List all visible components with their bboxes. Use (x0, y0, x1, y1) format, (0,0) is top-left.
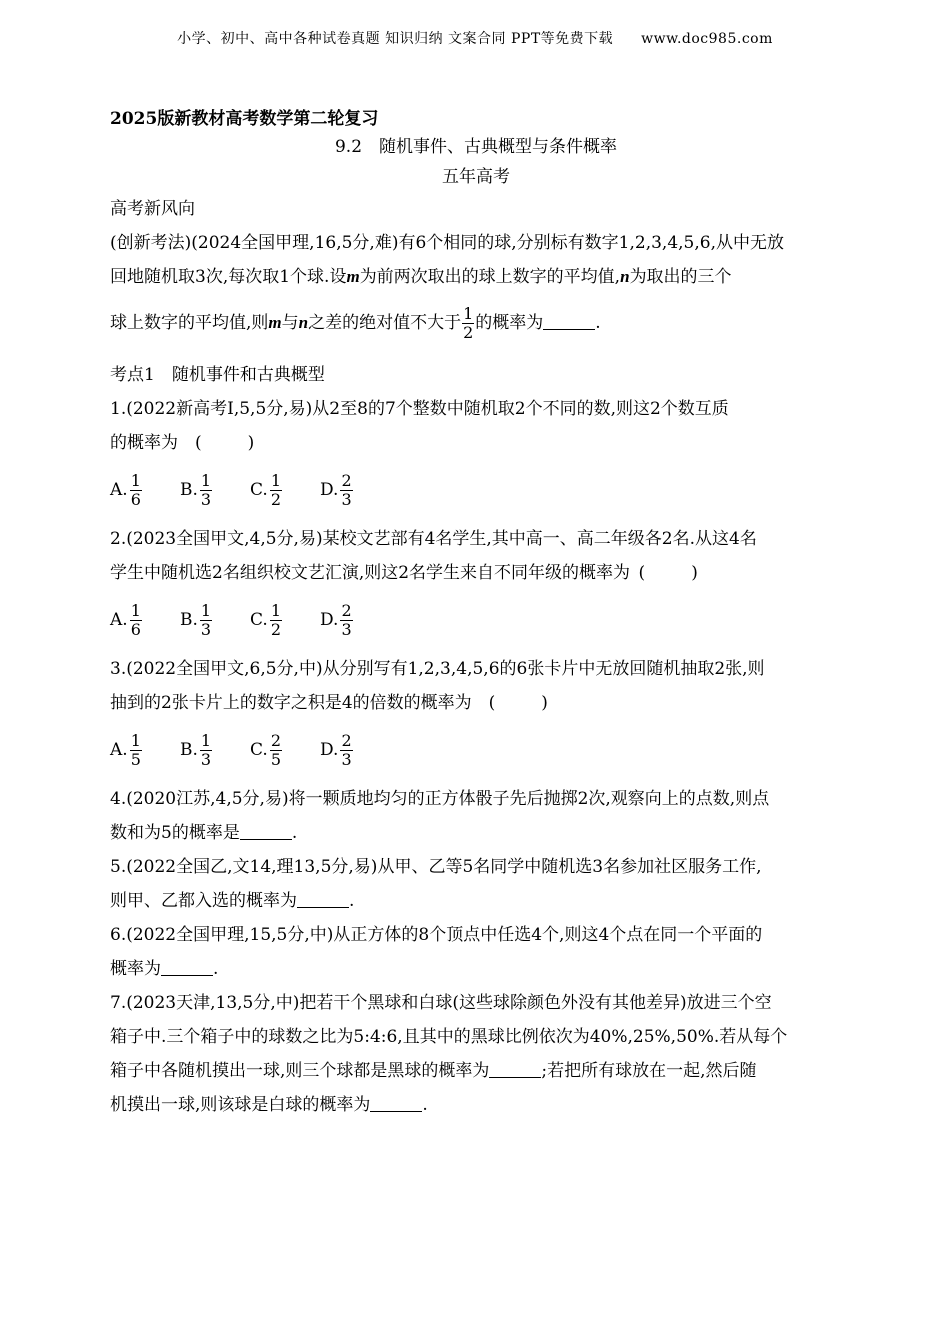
series-title: 2025版新教材高考数学第二轮复习 (110, 109, 379, 129)
answer-blank[interactable] (543, 313, 595, 330)
frac-num: 1 (130, 600, 141, 620)
paren: ( (488, 693, 496, 713)
q6-text: 概率为 (110, 959, 161, 979)
q7-text: . (422, 1095, 428, 1115)
q7-line-3 (110, 1054, 842, 1088)
frac-num: 1 (200, 730, 212, 750)
option-label: D. (320, 480, 339, 500)
section-new-trend: 高考新风向 (110, 199, 195, 219)
option-b[interactable] (180, 472, 250, 509)
var-m: m (268, 313, 282, 332)
answer-blank[interactable] (370, 1095, 422, 1112)
option-fraction (270, 732, 282, 769)
q3-options (110, 722, 842, 778)
q4-line-1: 4.(2020江苏,4,5分,易)将一颗质地均匀的正方体骰子先后抛掷2次,观察向上的点数,则点 (110, 789, 770, 809)
option-label: D. (320, 740, 339, 760)
intro-text: 为前两次取出的球上数字的平均值, (359, 267, 621, 287)
sub-title: 五年高考 (442, 167, 510, 187)
chapter-title: 9.2 随机事件、古典概型与条件概率 (334, 137, 618, 157)
option-label: A. (110, 740, 128, 760)
option-a[interactable] (110, 472, 180, 509)
q5-text: 则甲、乙都入选的概率为 (110, 891, 297, 911)
answer-blank[interactable] (489, 1061, 541, 1078)
page-header (0, 28, 950, 48)
option-c[interactable] (250, 602, 320, 639)
answer-blank[interactable] (240, 823, 292, 840)
frac-num: 1 (463, 304, 474, 323)
fraction-half (462, 305, 474, 342)
q7-text: ;若把所有球放在一起,然后随 (541, 1061, 757, 1081)
q5-text: . (349, 891, 355, 911)
option-label: B. (180, 740, 198, 760)
answer-blank[interactable] (297, 891, 349, 908)
q6-text: . (213, 959, 219, 979)
frac-num: 1 (200, 600, 212, 620)
answer-blank[interactable] (161, 959, 213, 976)
q6-line-2 (110, 952, 842, 986)
option-c[interactable] (250, 472, 320, 509)
q7-line-4 (110, 1088, 842, 1122)
q4-text: 数和为5的概率是 (110, 823, 240, 843)
frac-den: 3 (341, 489, 352, 509)
intro-text: 与 (281, 313, 299, 333)
option-fraction (130, 602, 142, 639)
option-label: D. (320, 610, 339, 630)
option-d[interactable] (320, 472, 390, 509)
header-text: 小学、初中、高中各种试卷真题 知识归纳 文案合同 PPT等免费下载 (177, 31, 614, 47)
option-fraction (270, 472, 282, 509)
question-5 (110, 850, 842, 918)
intro-line-3 (110, 294, 842, 352)
intro-text: 回地随机取3次,每次取1个球.设 (110, 267, 347, 287)
var-n: n (298, 313, 309, 332)
frac-num: 2 (341, 730, 352, 750)
q7-text: 机摸出一球,则该球是白球的概率为 (110, 1095, 371, 1115)
header-site[interactable]: www.doc985.com (641, 31, 773, 47)
q6-line-1: 6.(2022全国甲理,15,5分,中)从正方体的8个顶点中任选4个,则这4个点在同一个平面的 (110, 925, 763, 945)
q5-line-2 (110, 884, 842, 918)
option-fraction (200, 602, 212, 639)
option-fraction (270, 602, 282, 639)
option-fraction (200, 732, 212, 769)
frac-den: 3 (200, 749, 212, 769)
q7-line-1: 7.(2023天津,13,5分,中)把若干个黑球和白球(这些球除颜色外没有其他差异)放进三个空 (110, 993, 772, 1013)
option-label: B. (180, 480, 198, 500)
q2-line-1: 2.(2023全国甲文,4,5分,易)某校文艺部有4名学生,其中高一、高二年级各2名.从这4名 (110, 529, 757, 549)
paren: ) (541, 693, 548, 713)
option-a[interactable] (110, 602, 180, 639)
q7-text: 箱子中各随机摸出一球,则三个球都是黑球的概率为 (110, 1061, 490, 1081)
intro-text: 为取出的三个 (629, 267, 732, 287)
question-4 (110, 782, 842, 850)
option-b[interactable] (180, 602, 250, 639)
frac-den: 2 (270, 489, 281, 509)
option-b[interactable] (180, 732, 250, 769)
frac-den: 5 (130, 749, 141, 769)
frac-den: 6 (130, 489, 141, 509)
option-label: B. (180, 610, 198, 630)
option-a[interactable] (110, 732, 180, 769)
frac-den: 3 (341, 619, 352, 639)
question-3 (110, 652, 842, 778)
intro-text: 的概率为 (475, 313, 544, 333)
q2-text: 学生中随机选2名组织校文艺汇演,则这2名学生来自不同年级的概率为 (110, 563, 631, 583)
frac-num: 1 (270, 600, 281, 620)
option-d[interactable] (320, 732, 390, 769)
frac-num: 1 (200, 470, 212, 490)
question-7 (110, 986, 842, 1122)
q1-line-1: 1.(2022新高考Ⅰ,5,5分,易)从2至8的7个整数中随机取2个不同的数,则这2个数互质 (110, 399, 729, 419)
option-fraction (130, 472, 142, 509)
q3-text: 抽到的2张卡片上的数字之积是4的倍数的概率为 (110, 693, 472, 713)
frac-num: 2 (341, 470, 352, 490)
option-label: C. (250, 610, 268, 630)
frac-den: 2 (463, 323, 474, 342)
q2-options (110, 592, 842, 648)
option-fraction (340, 732, 352, 769)
option-d[interactable] (320, 602, 390, 639)
option-fraction (130, 732, 142, 769)
q1-line-2 (110, 426, 842, 460)
q2-line-2 (110, 556, 842, 590)
intro-line-1: (创新考法)(2024全国甲理,16,5分,难)有6个相同的球,分别标有数字1,2,3,4,5,6,从中无放 (110, 233, 784, 253)
q7-line-2: 箱子中.三个箱子中的球数之比为5:4:6,且其中的黑球比例依次为40%,25%,50%.若从每个 (110, 1027, 788, 1047)
question-6 (110, 918, 842, 986)
option-fraction (340, 472, 352, 509)
frac-den: 6 (130, 619, 141, 639)
q4-line-2 (110, 816, 842, 850)
var-n: n (620, 267, 630, 286)
frac-num: 1 (130, 470, 141, 490)
frac-num: 1 (130, 730, 141, 750)
option-label: A. (110, 480, 128, 500)
frac-num: 2 (270, 730, 281, 750)
frac-den: 2 (270, 619, 281, 639)
q1-text: 的概率为 (110, 433, 178, 453)
option-fraction (340, 602, 352, 639)
option-fraction (200, 472, 212, 509)
option-label: C. (250, 740, 268, 760)
document-body (110, 104, 842, 1122)
frac-den: 5 (270, 749, 281, 769)
option-label: A. (110, 610, 128, 630)
option-c[interactable] (250, 732, 320, 769)
q3-line-2 (110, 686, 842, 720)
frac-num: 1 (270, 470, 281, 490)
frac-den: 3 (200, 619, 212, 639)
var-m: m (346, 267, 360, 286)
intro-text: 球上数字的平均值,则 (110, 313, 269, 333)
question-1 (110, 392, 842, 518)
frac-num: 2 (341, 600, 352, 620)
paren: ) (691, 563, 698, 583)
q1-options (110, 462, 842, 518)
intro-question (110, 226, 842, 352)
frac-den: 3 (341, 749, 352, 769)
paren: ( (195, 433, 202, 453)
q5-line-1: 5.(2022全国乙,文14,理13,5分,易)从甲、乙等5名同学中随机选3名参加社区服务工作, (110, 857, 762, 877)
paren: ( (638, 563, 646, 583)
q4-text: . (291, 823, 298, 843)
question-2 (110, 522, 842, 648)
frac-den: 3 (200, 489, 212, 509)
intro-text: 之差的绝对值不大于 (308, 313, 462, 333)
paren: ) (247, 433, 255, 453)
intro-line-2 (110, 260, 842, 294)
section-1-title: 考点1 随机事件和古典概型 (110, 365, 325, 385)
q3-line-1: 3.(2022全国甲文,6,5分,中)从分别写有1,2,3,4,5,6的6张卡片中无放回随机抽取2张,则 (110, 659, 765, 679)
intro-text: . (595, 313, 601, 333)
option-label: C. (250, 480, 268, 500)
